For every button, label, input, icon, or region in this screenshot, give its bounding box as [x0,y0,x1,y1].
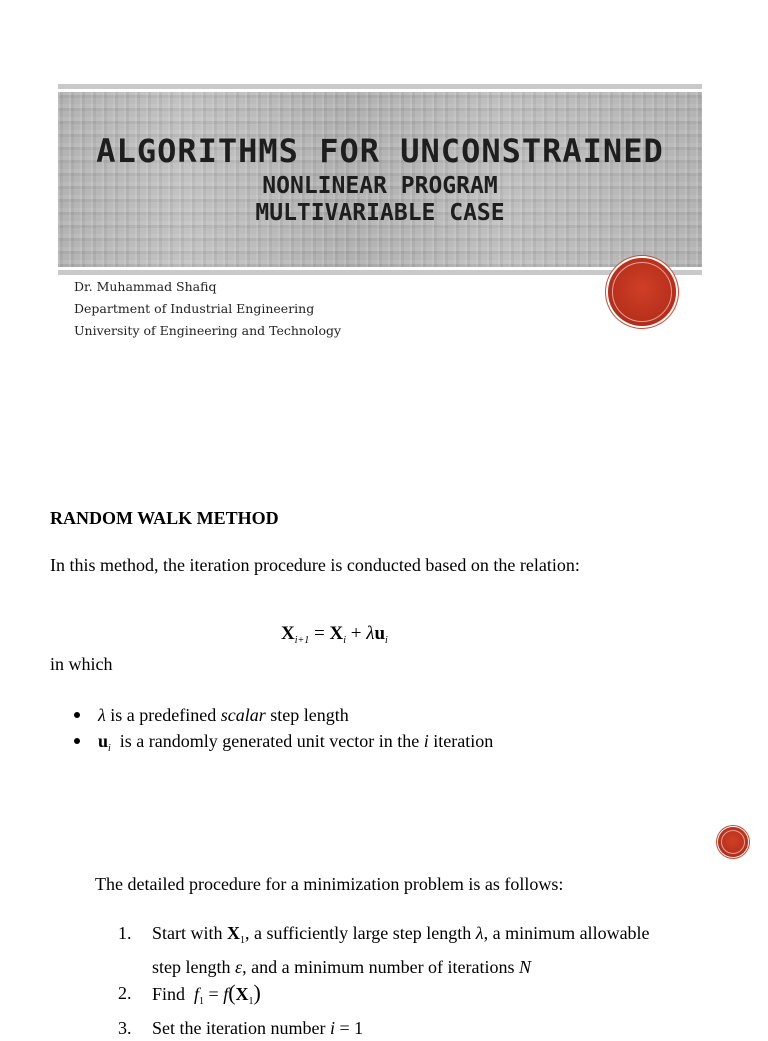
bullet-text: is a randomly generated unit vector in the [110,731,424,751]
step-paren: ) [253,980,261,1005]
u-symbol: u [98,731,109,751]
step-text: Set the iteration number [152,1018,330,1038]
step-text: , and a minimum number of iterations [242,957,520,977]
step-text: Start with [152,923,227,943]
step-text: = [204,984,224,1004]
step-var: f [194,984,200,1004]
intro-paragraph: In this method, the iteration procedure is conducted based on the relation: [50,555,580,575]
procedure-steps [118,920,663,1041]
bullet-text: step length [265,705,349,725]
list-item [118,1015,663,1041]
step-text: , a sufficiently large step length [245,923,476,943]
list-item [118,920,663,980]
decorative-circle-large [608,258,676,326]
slide-title-line-2: NONLINEAR PROGRAM [262,173,498,199]
list-item [50,702,493,728]
step-text: , a minimum allowable step length [152,923,650,977]
eq-plus: + [346,623,367,644]
lambda-symbol: λ [475,923,484,943]
step-var: X [235,984,249,1004]
department-name: Department of Industrial Engineering [74,301,315,316]
step-sub: 1 [248,996,254,1007]
eq-lambda: λ [366,623,375,644]
eq-rhs-sub1: i [343,635,346,646]
slide-title-line-3: MULTIVARIABLE CASE [255,200,505,226]
eq-rhs-var1: X [329,623,344,644]
step-sub: 1 [199,996,205,1007]
banner-bottom-rule [58,270,702,275]
update-equation [281,623,388,646]
in-which-text: in which [50,654,113,674]
title-banner [58,92,702,267]
epsilon-symbol: ε [235,957,243,977]
slide-title: ALGORITHMS FOR UNCONSTRAINED [96,132,664,170]
subtitle-block [74,276,341,342]
section-heading: RANDOM WALK METHOD [50,508,279,528]
list-item [118,980,663,1015]
eq-rhs-var2: u [374,623,386,644]
step-var: N [519,957,532,977]
bullet-text: iteration [428,731,494,751]
author-name: Dr. Muhammad Shafiq [74,279,217,294]
step-text: Find [152,984,195,1004]
step-text: = 1 [334,1018,364,1038]
step-number: 3. [118,1018,132,1038]
eq-rhs-sub2: i [385,635,388,646]
bullet-italic: scalar [220,705,266,725]
step-number: 1. [118,923,132,943]
eq-equals: = [309,623,330,644]
step-paren: ( [228,980,236,1005]
definition-list [50,702,493,762]
university-name: University of Engineering and Technology [74,323,342,338]
lambda-symbol: λ [98,705,106,725]
procedure-intro: The detailed procedure for a minimization problem is as follows: [95,874,564,894]
eq-lhs-sub: i+1 [294,635,310,646]
decorative-circle-small [718,827,748,857]
eq-lhs-var: X [281,623,295,644]
step-var: X [227,923,240,943]
bullet-text: is a predefined [105,705,221,725]
step-number: 2. [118,983,132,1003]
banner-top-rule [58,84,702,89]
title-slide [0,0,768,468]
u-sub: i [108,743,111,754]
bullet-italic: i [423,731,429,751]
step-sub: 1 [240,935,245,946]
step-var: f [223,984,229,1004]
list-item [50,728,493,762]
step-var: i [329,1018,335,1038]
